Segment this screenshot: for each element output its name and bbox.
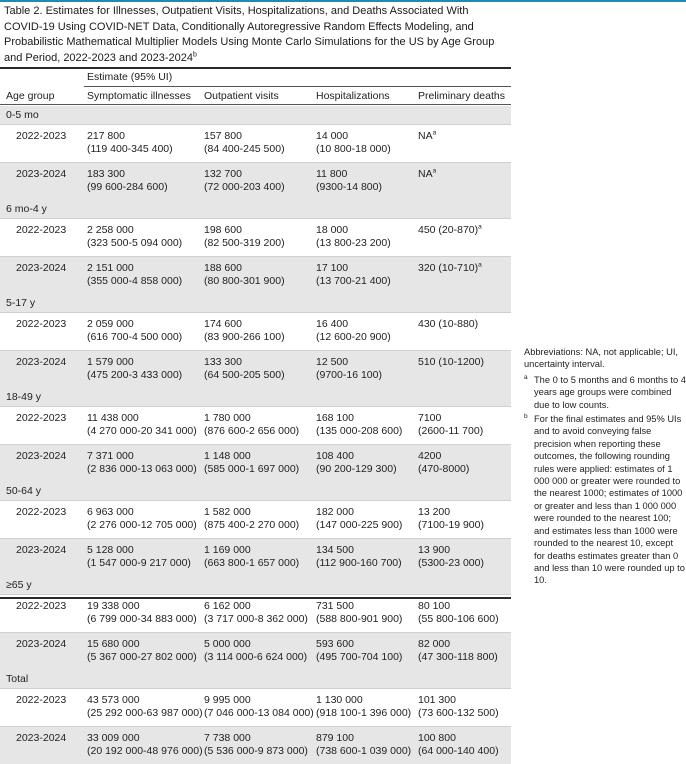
cell-sym — [87, 638, 197, 664]
cell-death — [418, 450, 469, 476]
death-footnote-mark: a — [432, 129, 437, 137]
cell-sym — [87, 694, 203, 720]
cell-out — [204, 506, 299, 532]
cell-estimate: 1 579 000 — [87, 356, 134, 368]
cell-estimate: 108 400 — [316, 450, 354, 462]
header-hospitalizations: Hospitalizations — [316, 90, 390, 102]
cell-estimate: 188 600 — [204, 262, 242, 274]
cell-hosp — [316, 224, 391, 250]
cell-interval: (3 717 000-8 362 000) — [204, 613, 308, 625]
cell-estimate: 11 800 — [316, 168, 348, 180]
cell-estimate: 6 162 000 — [204, 600, 251, 612]
cell-estimate: NA — [418, 168, 433, 180]
cell-out — [204, 356, 285, 382]
cell-sym — [87, 356, 182, 382]
header-age-group: Age group — [6, 90, 55, 102]
table-row — [0, 500, 511, 538]
cell-estimate: 33 009 000 — [87, 732, 140, 744]
row-divider — [0, 538, 511, 539]
row-divider — [0, 256, 511, 257]
period-cell: 2023-2024 — [16, 638, 67, 650]
period-cell: 2023-2024 — [16, 544, 67, 556]
period-cell: 2023-2024 — [16, 732, 67, 744]
estimate-header-rule — [84, 86, 511, 87]
cell-estimate: 134 500 — [316, 544, 354, 556]
cell-out — [204, 694, 314, 720]
table-row — [0, 350, 511, 388]
cell-estimate: 100 800 — [418, 732, 456, 744]
cell-hosp — [316, 412, 402, 438]
row-divider — [0, 594, 511, 595]
cell-estimate: 217 800 — [87, 130, 125, 142]
cell-out — [204, 130, 285, 156]
cell-estimate: NA — [418, 130, 433, 142]
cell-interval: (84 400-245 500) — [204, 143, 285, 155]
cell-sym — [87, 506, 197, 532]
row-divider — [0, 124, 511, 125]
cell-estimate: 43 573 000 — [87, 694, 140, 706]
cell-estimate: 5 128 000 — [87, 544, 134, 556]
cell-estimate: 7100 — [418, 412, 442, 424]
cell-estimate: 13 200 — [418, 506, 451, 518]
footnote-b-text: For the final estimates and 95% UIs and to avoid conveying false precision when reporting these outcomes, the following rounding rules were applied: estimates of 1 000 000 or greater were rounded to the nearest 1000; estimates of 1000 or greater and less than 1 000 000 were rounded to the nearest 100; and estimates less than 1000 were rounded to the nearest 10, except for deaths estimates greater than 0 and less than 10 were rounded up to 10. — [534, 414, 685, 586]
cell-death — [418, 356, 484, 369]
header-symptomatic-illnesses: Symptomatic illnesses — [87, 90, 191, 102]
cell-interval: (738 600-1 039 000) — [316, 745, 412, 757]
cell-interval: (13 700-21 400) — [316, 275, 391, 287]
cell-estimate: 101 300 — [418, 694, 456, 706]
cell-sym — [87, 732, 203, 758]
table-row — [0, 218, 511, 256]
age-group-header: 18-49 y — [0, 388, 511, 406]
cell-estimate: 450 (20-870) — [418, 224, 479, 236]
cell-interval: (112 900-160 700) — [316, 557, 402, 569]
table-top-rule — [0, 67, 511, 69]
cell-interval: (5 536 000-9 873 000) — [204, 745, 308, 757]
period-cell: 2023-2024 — [16, 262, 67, 274]
cell-estimate: 593 600 — [316, 638, 354, 650]
cell-estimate: 198 600 — [204, 224, 242, 236]
cell-interval: (25 292 000-63 987 000) — [87, 707, 203, 719]
cell-interval: (10 800-18 000) — [316, 143, 391, 155]
cell-sym — [87, 450, 197, 476]
cell-interval: (5 367 000-27 802 000) — [87, 651, 197, 663]
table-row — [0, 312, 511, 350]
cell-out — [204, 450, 299, 476]
period-cell: 2022-2023 — [16, 694, 67, 706]
cell-sym — [87, 600, 197, 626]
cell-estimate: 13 900 — [418, 544, 451, 556]
table-row — [0, 688, 511, 726]
footnote-a — [524, 374, 686, 411]
cell-death — [418, 262, 482, 275]
cell-estimate: 5 000 000 — [204, 638, 251, 650]
death-footnote-mark: a — [478, 261, 482, 269]
cell-interval: (90 200-129 300) — [316, 463, 397, 475]
cell-estimate: 157 800 — [204, 130, 242, 142]
cell-death — [418, 544, 484, 570]
table-row — [0, 162, 511, 200]
cell-interval: (5300-23 000) — [418, 557, 484, 569]
cell-interval: (875 400-2 270 000) — [204, 519, 300, 531]
abbreviations-note: Abbreviations: NA, not applicable; UI, uncertainty interval. — [524, 347, 678, 370]
cell-sym — [87, 544, 191, 570]
cell-out — [204, 318, 285, 344]
cell-estimate: 132 700 — [204, 168, 242, 180]
table-row — [0, 538, 511, 576]
death-footnote-mark: a — [432, 167, 437, 175]
row-divider — [0, 162, 511, 163]
table-row — [0, 632, 511, 670]
cell-estimate: 7 738 000 — [204, 732, 251, 744]
cell-death — [418, 168, 436, 181]
cell-estimate: 17 100 — [316, 262, 349, 274]
cell-interval: (876 600-2 656 000) — [204, 425, 300, 437]
cell-estimate: 1 130 000 — [316, 694, 363, 706]
cell-out — [204, 600, 308, 626]
period-cell: 2023-2024 — [16, 356, 67, 368]
cell-estimate: 12 500 — [316, 356, 349, 368]
footnote-b — [524, 413, 686, 587]
cell-interval: (47 300-118 800) — [418, 651, 498, 663]
cell-estimate: 7 371 000 — [87, 450, 134, 462]
cell-sym — [87, 262, 182, 288]
table-row — [0, 124, 511, 162]
cell-interval: (585 000-1 697 000) — [204, 463, 300, 475]
period-cell: 2022-2023 — [16, 224, 67, 236]
cell-interval: (7 046 000-13 084 000) — [204, 707, 314, 719]
cell-death — [418, 600, 499, 626]
cell-interval: (20 192 000-48 976 000) — [87, 745, 203, 757]
period-cell: 2022-2023 — [16, 506, 67, 518]
age-group-header: Total — [0, 670, 511, 688]
cell-out — [204, 638, 307, 664]
table-row — [0, 406, 511, 444]
cell-estimate: 82 000 — [418, 638, 451, 650]
cell-estimate: 879 100 — [316, 732, 354, 744]
period-cell: 2022-2023 — [16, 600, 67, 612]
cell-death — [418, 732, 499, 758]
cell-death — [418, 506, 484, 532]
period-cell: 2022-2023 — [16, 130, 67, 142]
top-accent-rule — [0, 0, 686, 2]
cell-interval: (13 800-23 200) — [316, 237, 391, 249]
table-row — [0, 444, 511, 482]
cell-estimate: 4200 — [418, 450, 442, 462]
cell-death — [418, 318, 478, 331]
cell-sym — [87, 318, 182, 344]
period-cell: 2023-2024 — [16, 450, 67, 462]
cell-hosp — [316, 356, 382, 382]
header-outpatient-visits: Outpatient visits — [204, 90, 279, 102]
row-divider — [0, 726, 511, 727]
cell-interval: (918 100-1 396 000) — [316, 707, 412, 719]
cell-interval: (9700-16 100) — [316, 369, 382, 381]
cell-interval: (119 400-345 400) — [87, 143, 173, 155]
cell-interval: (1 547 000-9 217 000) — [87, 557, 191, 569]
cell-interval: (495 700-704 100) — [316, 651, 403, 663]
cell-estimate: 168 100 — [316, 412, 354, 424]
cell-sym — [87, 168, 168, 194]
table-row — [0, 256, 511, 294]
cell-interval: (663 800-1 657 000) — [204, 557, 300, 569]
cell-estimate: 174 600 — [204, 318, 242, 330]
cell-estimate: 510 (10-1200) — [418, 356, 484, 368]
footnote-b-mark: b — [524, 413, 528, 421]
cell-estimate: 15 680 000 — [87, 638, 140, 650]
cell-estimate: 430 (10-880) — [418, 318, 479, 330]
cell-death — [418, 130, 436, 143]
cell-estimate: 9 995 000 — [204, 694, 251, 706]
row-divider — [0, 444, 511, 445]
row-divider — [0, 218, 511, 219]
death-footnote-mark: a — [478, 223, 482, 231]
cell-interval: (55 800-106 600) — [418, 613, 499, 625]
cell-estimate: 731 500 — [316, 600, 354, 612]
cell-sym — [87, 130, 173, 156]
table-title: Table 2. Estimates for Illnesses, Outpatient Visits, Hospitalizations, and Deaths Associated With COVID-19 Using COVID-NET Data, Conditionally Autoregressive Random Effects Modeling, and Probabilistic Mathematical Multiplier Models Using Monte Carlo Simulations for the US by Age Group and Period, 2022-2023 and 2023-2024$^b$ — [4, 5, 495, 64]
cell-death — [418, 412, 483, 438]
cell-out — [204, 262, 285, 288]
age-group-header: ≥65 y — [0, 576, 511, 594]
cell-estimate: 18 000 — [316, 224, 349, 236]
cell-sym — [87, 412, 197, 438]
cell-out — [204, 168, 285, 194]
cell-estimate: 183 300 — [87, 168, 125, 180]
age-group-header: 5-17 y — [0, 294, 511, 312]
cell-interval: (4 270 000-20 341 000) — [87, 425, 197, 437]
cell-interval: (83 900-266 100) — [204, 331, 285, 343]
cell-hosp — [316, 262, 391, 288]
period-cell: 2022-2023 — [16, 412, 67, 424]
cell-sym — [87, 224, 182, 250]
cell-interval: (80 800-301 900) — [204, 275, 285, 287]
cell-estimate: 11 438 000 — [87, 412, 139, 424]
cell-interval: (355 000-4 858 000) — [87, 275, 183, 287]
cell-estimate: 6 963 000 — [87, 506, 134, 518]
cell-interval: (2600-11 700) — [418, 425, 484, 437]
cell-estimate: 14 000 — [316, 130, 349, 142]
cell-interval: (2 276 000-12 705 000) — [87, 519, 197, 531]
row-divider — [0, 632, 511, 633]
cell-interval: (64 500-205 500) — [204, 369, 285, 381]
cell-estimate: 1 148 000 — [204, 450, 251, 462]
cell-estimate: 320 (10-710) — [418, 262, 479, 274]
cell-interval: (73 600-132 500) — [418, 707, 499, 719]
cell-interval: (99 600-284 600) — [87, 181, 168, 193]
cell-estimate: 1 780 000 — [204, 412, 251, 424]
table-notes — [524, 346, 686, 587]
cell-interval: (475 200-3 433 000) — [87, 369, 183, 381]
cell-interval: (12 600-20 900) — [316, 331, 391, 343]
cell-hosp — [316, 732, 411, 758]
cell-hosp — [316, 694, 411, 720]
row-divider — [0, 406, 511, 407]
period-cell: 2022-2023 — [16, 318, 67, 330]
row-divider — [0, 688, 511, 689]
cell-interval: (6 799 000-34 883 000) — [87, 613, 197, 625]
cell-hosp — [316, 506, 402, 532]
cell-hosp — [316, 544, 402, 570]
cell-out — [204, 224, 285, 250]
table-row — [0, 726, 511, 764]
cell-interval: (72 000-203 400) — [204, 181, 285, 193]
cell-estimate: 1 582 000 — [204, 506, 251, 518]
cell-death — [418, 224, 482, 237]
table-bottom-rule — [0, 597, 511, 599]
cell-interval: (147 000-225 900) — [316, 519, 403, 531]
cell-estimate: 182 000 — [316, 506, 354, 518]
row-divider — [0, 350, 511, 351]
header-preliminary-deaths: Preliminary deaths — [418, 90, 505, 102]
footnote-a-text: The 0 to 5 months and 6 months to 4 years age groups were combined due to low counts. — [534, 374, 686, 410]
cell-hosp — [316, 450, 397, 476]
cell-hosp — [316, 130, 391, 156]
cell-estimate: 2 151 000 — [87, 262, 134, 274]
age-group-header: 0-5 mo — [0, 106, 511, 124]
cell-interval: (3 114 000-6 624 000) — [204, 651, 308, 663]
cell-interval: (2 836 000-13 063 000) — [87, 463, 197, 475]
cell-interval: (82 500-319 200) — [204, 237, 285, 249]
cell-interval: (323 500-5 094 000) — [87, 237, 183, 249]
cell-hosp — [316, 168, 382, 194]
cell-estimate: 2 059 000 — [87, 318, 134, 330]
cell-hosp — [316, 600, 402, 626]
estimate-header: Estimate (95% UI) — [87, 71, 173, 83]
cell-out — [204, 412, 299, 438]
cell-out — [204, 732, 308, 758]
cell-death — [418, 638, 498, 664]
period-cell: 2023-2024 — [16, 168, 67, 180]
cell-estimate: 2 258 000 — [87, 224, 134, 236]
cell-estimate: 133 300 — [204, 356, 242, 368]
footnote-a-mark: a — [524, 373, 528, 381]
age-group-header: 6 mo-4 y — [0, 200, 511, 218]
cell-interval: (470-8000) — [418, 463, 470, 475]
cell-interval: (64 000-140 400) — [418, 745, 499, 757]
cell-interval: (135 000-208 600) — [316, 425, 403, 437]
cell-estimate: 16 400 — [316, 318, 349, 330]
cell-estimate: 1 169 000 — [204, 544, 251, 556]
age-group-header: 50-64 y — [0, 482, 511, 500]
cell-estimate: 80 100 — [418, 600, 451, 612]
cell-hosp — [316, 638, 402, 664]
cell-out — [204, 544, 299, 570]
cell-interval: (7100-19 900) — [418, 519, 484, 531]
cell-death — [418, 694, 499, 720]
title-footnote-mark: b — [193, 51, 197, 59]
cell-hosp — [316, 318, 391, 344]
row-divider — [0, 500, 511, 501]
cell-interval: (616 700-4 500 000) — [87, 331, 183, 343]
cell-interval: (9300-14 800) — [316, 181, 382, 193]
header-bottom-rule — [0, 104, 511, 105]
cell-estimate: 19 338 000 — [87, 600, 140, 612]
cell-interval: (588 800-901 900) — [316, 613, 403, 625]
row-divider — [0, 312, 511, 313]
